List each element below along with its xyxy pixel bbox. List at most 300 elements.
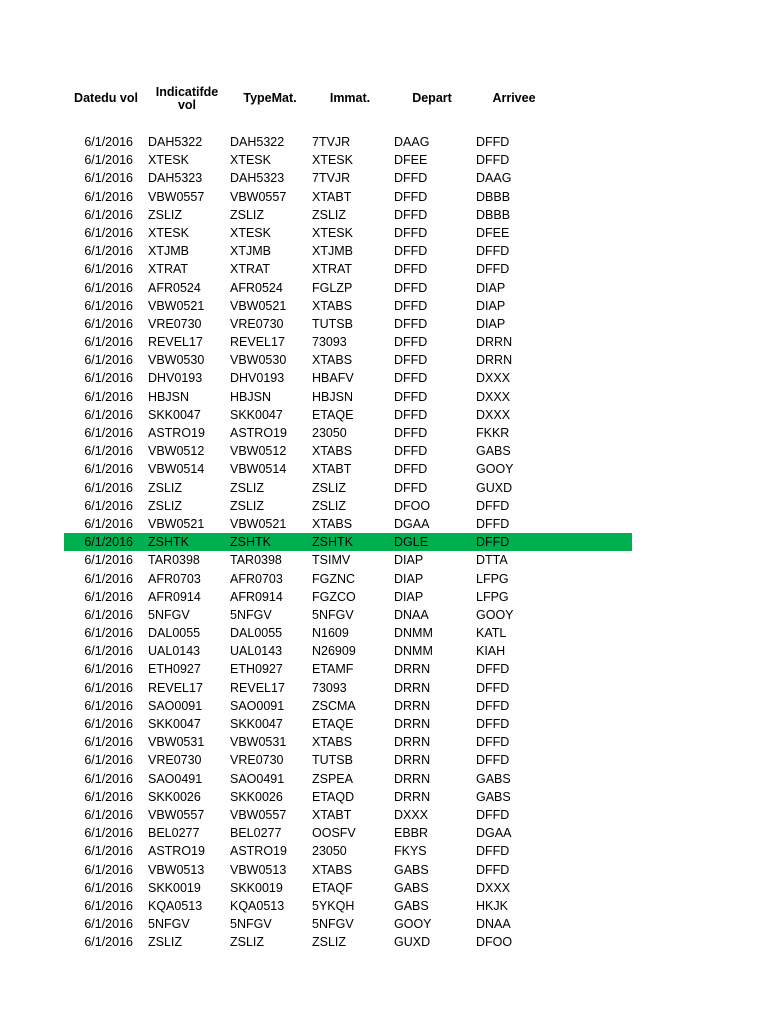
table-row[interactable] — [0, 406, 768, 424]
cell-date[interactable]: 6/1/2016 — [84, 807, 133, 822]
cell-depart[interactable]: DNMM — [394, 626, 433, 641]
cell-type[interactable]: ETH0927 — [230, 662, 283, 677]
cell-date[interactable]: 6/1/2016 — [84, 262, 133, 277]
cell-immat[interactable]: ZSCMA — [312, 698, 356, 713]
table-row[interactable] — [0, 879, 768, 897]
cell-depart[interactable]: GABS — [394, 898, 429, 913]
cell-arrivee[interactable]: GABS — [476, 771, 511, 786]
table-row[interactable] — [0, 133, 768, 151]
cell-type[interactable]: XTRAT — [230, 262, 271, 277]
cell-arrivee[interactable]: DFFD — [476, 153, 510, 168]
cell-type[interactable]: ZSLIZ — [230, 207, 265, 222]
cell-type[interactable]: VBW0557 — [230, 807, 287, 822]
cell-indicatif[interactable]: VBW0557 — [148, 807, 205, 822]
cell-date[interactable]: 6/1/2016 — [84, 298, 133, 313]
cell-depart[interactable]: DFFD — [394, 262, 428, 277]
table-row[interactable] — [0, 224, 768, 242]
cell-type[interactable]: HBJSN — [230, 389, 271, 404]
cell-immat[interactable]: XTABT — [312, 189, 352, 204]
cell-indicatif[interactable]: VBW0521 — [148, 516, 205, 531]
cell-date[interactable]: 6/1/2016 — [84, 589, 133, 604]
cell-arrivee[interactable]: DFFD — [476, 717, 510, 731]
cell-type[interactable]: XTJMB — [230, 244, 271, 259]
cell-type[interactable]: VRE0730 — [230, 316, 284, 331]
cell-arrivee[interactable]: DTTA — [476, 553, 508, 568]
cell-arrivee[interactable]: DFFD — [476, 662, 510, 677]
table-row[interactable] — [0, 915, 768, 933]
cell-depart[interactable]: DFFD — [394, 316, 428, 331]
table-row[interactable] — [0, 751, 768, 769]
cell-type[interactable]: VBW0521 — [230, 298, 287, 313]
table-row[interactable] — [64, 533, 632, 551]
cell-arrivee[interactable]: DXXX — [476, 880, 511, 895]
cell-date[interactable]: 6/1/2016 — [84, 917, 133, 932]
cell-indicatif[interactable]: VBW0521 — [148, 298, 205, 313]
cell-immat[interactable]: XTABS — [312, 353, 353, 368]
cell-indicatif[interactable]: SKK0047 — [148, 407, 201, 422]
cell-date[interactable]: 6/1/2016 — [84, 535, 133, 550]
cell-date[interactable]: 6/1/2016 — [84, 698, 133, 713]
cell-arrivee[interactable]: DFFD — [476, 262, 510, 277]
cell-type[interactable]: AFR0703 — [230, 571, 283, 586]
cell-arrivee[interactable]: GABS — [476, 789, 511, 804]
cell-immat[interactable]: ZSLIZ — [312, 207, 347, 222]
cell-depart[interactable]: DFFD — [394, 371, 428, 386]
cell-type[interactable]: XTESK — [230, 225, 271, 240]
cell-type[interactable]: DAL0055 — [230, 626, 283, 641]
cell-indicatif[interactable]: XTESK — [148, 225, 189, 240]
cell-type[interactable]: DHV0193 — [230, 371, 285, 386]
cell-immat[interactable]: 7TVJR — [312, 171, 351, 186]
cell-depart[interactable]: DFFD — [394, 462, 428, 477]
cell-immat[interactable]: FGZCO — [312, 589, 356, 604]
cell-depart[interactable]: DFFD — [394, 189, 428, 204]
table-row[interactable] — [0, 260, 768, 278]
cell-depart[interactable]: DRRN — [394, 680, 431, 695]
table-row[interactable] — [0, 388, 768, 406]
cell-date[interactable]: 6/1/2016 — [84, 626, 133, 641]
cell-type[interactable]: 5NFGV — [230, 607, 272, 622]
cell-date[interactable]: 6/1/2016 — [84, 426, 133, 440]
cell-type[interactable]: XTESK — [230, 153, 271, 168]
cell-date[interactable]: 6/1/2016 — [84, 462, 133, 477]
cell-indicatif[interactable]: VRE0730 — [148, 316, 202, 331]
cell-depart[interactable]: DXXX — [394, 807, 429, 822]
cell-immat[interactable]: ZSLIZ — [312, 480, 347, 495]
cell-immat[interactable]: N26909 — [312, 644, 356, 659]
cell-type[interactable]: SKK0047 — [230, 407, 283, 422]
cell-type[interactable]: KQA0513 — [230, 898, 285, 913]
cell-arrivee[interactable]: DFOO — [476, 935, 513, 950]
cell-immat[interactable]: 7TVJR — [312, 135, 351, 149]
cell-depart[interactable]: DFEE — [394, 153, 428, 168]
cell-arrivee[interactable]: DIAP — [476, 298, 506, 313]
cell-date[interactable]: 6/1/2016 — [84, 335, 133, 350]
cell-arrivee[interactable]: GOOY — [476, 607, 514, 622]
cell-immat[interactable]: ZSPEA — [312, 771, 353, 786]
cell-immat[interactable]: HBAFV — [312, 371, 354, 386]
cell-immat[interactable]: XTABT — [312, 462, 352, 477]
cell-type[interactable]: ZSLIZ — [230, 498, 265, 513]
cell-type[interactable]: SKK0019 — [230, 880, 283, 895]
cell-immat[interactable]: 73093 — [312, 335, 347, 350]
cell-depart[interactable]: DRRN — [394, 753, 431, 768]
cell-indicatif[interactable]: DHV0193 — [148, 371, 203, 386]
cell-indicatif[interactable]: VBW0513 — [148, 862, 205, 877]
cell-date[interactable]: 6/1/2016 — [84, 644, 133, 659]
cell-depart[interactable]: DRRN — [394, 698, 431, 713]
cell-type[interactable]: VBW0530 — [230, 353, 287, 368]
cell-type[interactable]: VBW0531 — [230, 735, 287, 750]
table-row[interactable] — [0, 442, 768, 460]
table-row[interactable] — [0, 151, 768, 169]
cell-immat[interactable]: ETAMF — [312, 662, 354, 677]
cell-date[interactable]: 6/1/2016 — [84, 171, 133, 186]
cell-type[interactable]: AFR0524 — [230, 280, 283, 295]
cell-indicatif[interactable]: AFR0914 — [148, 589, 201, 604]
cell-depart[interactable]: DFFD — [394, 280, 428, 295]
cell-arrivee[interactable]: DFFD — [476, 498, 510, 513]
cell-date[interactable]: 6/1/2016 — [84, 680, 133, 695]
cell-date[interactable]: 6/1/2016 — [84, 516, 133, 531]
cell-immat[interactable]: ZSLIZ — [312, 498, 347, 513]
cell-arrivee[interactable]: DIAP — [476, 280, 506, 295]
cell-immat[interactable]: XTABS — [312, 444, 353, 459]
cell-immat[interactable]: XTABS — [312, 862, 353, 877]
cell-indicatif[interactable]: VBW0557 — [148, 189, 205, 204]
cell-date[interactable]: 6/1/2016 — [84, 571, 133, 586]
cell-arrivee[interactable]: DXXX — [476, 389, 511, 404]
cell-depart[interactable]: GUXD — [394, 935, 431, 950]
table-row[interactable] — [0, 460, 768, 478]
cell-arrivee[interactable]: DFFD — [476, 680, 510, 695]
cell-indicatif[interactable]: SKK0047 — [148, 717, 201, 731]
header-type[interactable]: TypeMat. — [243, 91, 297, 105]
cell-depart[interactable]: DFFD — [394, 353, 428, 368]
cell-indicatif[interactable]: SAO0491 — [148, 771, 203, 786]
cell-arrivee[interactable]: GUXD — [476, 480, 513, 495]
cell-depart[interactable]: DNAA — [394, 607, 429, 622]
cell-date[interactable]: 6/1/2016 — [84, 353, 133, 368]
cell-date[interactable]: 6/1/2016 — [84, 771, 133, 786]
cell-depart[interactable]: EBBR — [394, 826, 429, 841]
table-row[interactable] — [0, 770, 768, 788]
cell-arrivee[interactable]: DGAA — [476, 826, 512, 841]
cell-immat[interactable]: 5NFGV — [312, 917, 354, 932]
table-row[interactable] — [0, 242, 768, 260]
cell-arrivee[interactable]: DRRN — [476, 335, 513, 350]
cell-indicatif[interactable]: DAH5323 — [148, 171, 203, 186]
cell-immat[interactable]: XTABS — [312, 298, 353, 313]
cell-type[interactable]: ASTRO19 — [230, 426, 287, 440]
cell-date[interactable]: 6/1/2016 — [84, 826, 133, 841]
cell-immat[interactable]: 23050 — [312, 844, 347, 859]
table-row[interactable] — [0, 188, 768, 206]
cell-arrivee[interactable]: DBBB — [476, 207, 511, 222]
cell-date[interactable]: 6/1/2016 — [84, 898, 133, 913]
cell-arrivee[interactable]: FKKR — [476, 426, 510, 440]
cell-arrivee[interactable]: DNAA — [476, 917, 511, 932]
cell-indicatif[interactable]: ASTRO19 — [148, 426, 205, 440]
cell-type[interactable]: ASTRO19 — [230, 844, 287, 859]
cell-date[interactable]: 6/1/2016 — [84, 553, 133, 568]
table-row[interactable] — [0, 479, 768, 497]
cell-type[interactable]: REVEL17 — [230, 680, 285, 695]
cell-date[interactable]: 6/1/2016 — [84, 444, 133, 459]
cell-depart[interactable]: DRRN — [394, 662, 431, 677]
header-arrivee[interactable]: Arrivee — [492, 91, 536, 105]
cell-date[interactable]: 6/1/2016 — [84, 735, 133, 750]
cell-depart[interactable]: DFFD — [394, 407, 428, 422]
table-row[interactable] — [0, 897, 768, 915]
header-depart[interactable]: Depart — [412, 91, 452, 105]
cell-arrivee[interactable]: DFFD — [476, 862, 510, 877]
cell-arrivee[interactable]: DXXX — [476, 371, 511, 386]
cell-arrivee[interactable]: DFFD — [476, 735, 510, 750]
cell-arrivee[interactable]: KIAH — [476, 644, 506, 659]
cell-type[interactable]: ZSHTK — [230, 535, 271, 550]
cell-type[interactable]: VBW0557 — [230, 189, 287, 204]
cell-indicatif[interactable]: 5NFGV — [148, 607, 190, 622]
cell-indicatif[interactable]: REVEL17 — [148, 680, 203, 695]
table-row[interactable] — [0, 279, 768, 297]
cell-indicatif[interactable]: ZSHTK — [148, 535, 189, 550]
cell-immat[interactable]: ZSHTK — [312, 535, 353, 550]
cell-indicatif[interactable]: AFR0524 — [148, 280, 201, 295]
table-row[interactable] — [0, 788, 768, 806]
cell-type[interactable]: REVEL17 — [230, 335, 285, 350]
cell-indicatif[interactable]: ASTRO19 — [148, 844, 205, 859]
table-row[interactable] — [0, 551, 768, 569]
cell-indicatif[interactable]: SKK0026 — [148, 789, 201, 804]
cell-indicatif[interactable]: REVEL17 — [148, 335, 203, 350]
cell-depart[interactable]: DNMM — [394, 644, 433, 659]
cell-arrivee[interactable]: DFFD — [476, 807, 510, 822]
cell-indicatif[interactable]: XTRAT — [148, 262, 189, 277]
table-row[interactable] — [0, 206, 768, 224]
cell-indicatif[interactable]: VBW0512 — [148, 444, 205, 459]
table-row[interactable] — [0, 606, 768, 624]
cell-indicatif[interactable]: ZSLIZ — [148, 207, 183, 222]
cell-date[interactable]: 6/1/2016 — [84, 316, 133, 331]
cell-depart[interactable]: DIAP — [394, 589, 424, 604]
header-date[interactable]: Datedu vol — [74, 91, 138, 105]
cell-indicatif[interactable]: DAH5322 — [148, 135, 203, 149]
cell-immat[interactable]: ETAQE — [312, 407, 354, 422]
cell-indicatif[interactable]: VRE0730 — [148, 753, 202, 768]
cell-indicatif[interactable]: UAL0143 — [148, 644, 201, 659]
cell-depart[interactable]: DGLE — [394, 535, 429, 550]
cell-arrivee[interactable]: DBBB — [476, 189, 511, 204]
cell-type[interactable]: ZSLIZ — [230, 480, 265, 495]
table-row[interactable] — [0, 642, 768, 660]
cell-depart[interactable]: DFFD — [394, 480, 428, 495]
cell-date[interactable]: 6/1/2016 — [84, 753, 133, 768]
cell-type[interactable]: VBW0512 — [230, 444, 287, 459]
cell-date[interactable]: 6/1/2016 — [84, 280, 133, 295]
table-row[interactable] — [0, 333, 768, 351]
cell-depart[interactable]: DFOO — [394, 498, 431, 513]
cell-indicatif[interactable]: XTJMB — [148, 244, 189, 259]
cell-date[interactable]: 6/1/2016 — [84, 189, 133, 204]
cell-indicatif[interactable]: 5NFGV — [148, 917, 190, 932]
cell-immat[interactable]: 73093 — [312, 680, 347, 695]
cell-depart[interactable]: FKYS — [394, 844, 427, 859]
cell-arrivee[interactable]: DFFD — [476, 698, 510, 713]
cell-depart[interactable]: DFFD — [394, 444, 428, 459]
table-row[interactable] — [0, 733, 768, 751]
cell-immat[interactable]: FGZNC — [312, 571, 356, 586]
cell-type[interactable]: SKK0047 — [230, 717, 283, 731]
cell-arrivee[interactable]: DFFD — [476, 244, 510, 259]
cell-depart[interactable]: DIAP — [394, 553, 424, 568]
cell-type[interactable]: UAL0143 — [230, 644, 283, 659]
cell-depart[interactable]: GABS — [394, 862, 429, 877]
table-row[interactable] — [0, 715, 768, 733]
cell-immat[interactable]: XTESK — [312, 153, 353, 168]
cell-depart[interactable]: DFFD — [394, 207, 428, 222]
cell-type[interactable]: DAH5322 — [230, 135, 285, 149]
cell-immat[interactable]: ETAQF — [312, 880, 353, 895]
cell-date[interactable]: 6/1/2016 — [84, 607, 133, 622]
cell-arrivee[interactable]: DRRN — [476, 353, 513, 368]
cell-immat[interactable]: TSIMV — [312, 553, 351, 568]
cell-depart[interactable]: DFFD — [394, 389, 428, 404]
header-indicatif[interactable] — [148, 86, 226, 112]
cell-immat[interactable]: TUTSB — [312, 753, 353, 768]
cell-depart[interactable]: DRRN — [394, 717, 431, 731]
cell-arrivee[interactable]: LFPG — [476, 571, 509, 586]
cell-arrivee[interactable]: GOOY — [476, 462, 514, 477]
cell-depart[interactable]: DFFD — [394, 298, 428, 313]
cell-type[interactable]: VBW0514 — [230, 462, 287, 477]
cell-date[interactable]: 6/1/2016 — [84, 371, 133, 386]
cell-depart[interactable]: GOOY — [394, 917, 432, 932]
cell-type[interactable]: ZSLIZ — [230, 935, 265, 950]
cell-type[interactable]: SKK0026 — [230, 789, 283, 804]
table-row[interactable] — [0, 297, 768, 315]
cell-arrivee[interactable]: DFFD — [476, 753, 510, 768]
table-row[interactable] — [0, 861, 768, 879]
cell-depart[interactable]: DFFD — [394, 335, 428, 350]
table-row[interactable] — [0, 497, 768, 515]
cell-date[interactable]: 6/1/2016 — [84, 225, 133, 240]
cell-date[interactable]: 6/1/2016 — [84, 407, 133, 422]
cell-immat[interactable]: ETAQD — [312, 789, 355, 804]
table-row[interactable] — [0, 660, 768, 678]
cell-depart[interactable]: DRRN — [394, 771, 431, 786]
table-row[interactable] — [0, 515, 768, 533]
table-row[interactable] — [0, 169, 768, 187]
table-row[interactable] — [0, 806, 768, 824]
cell-arrivee[interactable]: DFFD — [476, 535, 510, 550]
cell-date[interactable]: 6/1/2016 — [84, 389, 133, 404]
table-row[interactable] — [0, 624, 768, 642]
table-row[interactable] — [0, 424, 768, 442]
cell-indicatif[interactable]: ZSLIZ — [148, 935, 183, 950]
cell-type[interactable]: DAH5323 — [230, 171, 285, 186]
cell-date[interactable]: 6/1/2016 — [84, 862, 133, 877]
cell-arrivee[interactable]: KATL — [476, 626, 507, 641]
table-row[interactable] — [0, 588, 768, 606]
cell-immat[interactable]: TUTSB — [312, 316, 353, 331]
cell-indicatif[interactable]: HBJSN — [148, 389, 189, 404]
cell-date[interactable]: 6/1/2016 — [84, 135, 133, 149]
cell-immat[interactable]: XTESK — [312, 225, 353, 240]
cell-arrivee[interactable]: DFFD — [476, 135, 510, 149]
cell-date[interactable]: 6/1/2016 — [84, 935, 133, 950]
cell-arrivee[interactable]: DXXX — [476, 407, 511, 422]
cell-immat[interactable]: 5YKQH — [312, 898, 355, 913]
cell-date[interactable]: 6/1/2016 — [84, 498, 133, 513]
cell-arrivee[interactable]: DFFD — [476, 844, 510, 859]
cell-type[interactable]: VRE0730 — [230, 753, 284, 768]
table-row[interactable] — [0, 570, 768, 588]
cell-indicatif[interactable]: ZSLIZ — [148, 498, 183, 513]
cell-arrivee[interactable]: LFPG — [476, 589, 509, 604]
cell-arrivee[interactable]: DAAG — [476, 171, 512, 186]
cell-arrivee[interactable]: HKJK — [476, 898, 508, 913]
table-row[interactable] — [0, 933, 768, 951]
cell-indicatif[interactable]: SAO0091 — [148, 698, 203, 713]
cell-type[interactable]: SAO0491 — [230, 771, 285, 786]
table-row[interactable] — [0, 351, 768, 369]
cell-arrivee[interactable]: DFEE — [476, 225, 510, 240]
table-row[interactable] — [0, 697, 768, 715]
cell-immat[interactable]: N1609 — [312, 626, 349, 641]
table-row[interactable] — [0, 842, 768, 860]
cell-depart[interactable]: DRRN — [394, 789, 431, 804]
cell-type[interactable]: VBW0513 — [230, 862, 287, 877]
cell-depart[interactable]: DRRN — [394, 735, 431, 750]
cell-indicatif[interactable]: BEL0277 — [148, 826, 200, 841]
table-row[interactable] — [0, 824, 768, 842]
cell-immat[interactable]: XTABS — [312, 516, 353, 531]
cell-date[interactable]: 6/1/2016 — [84, 717, 133, 731]
cell-date[interactable]: 6/1/2016 — [84, 662, 133, 677]
cell-immat[interactable]: XTRAT — [312, 262, 353, 277]
cell-date[interactable]: 6/1/2016 — [84, 880, 133, 895]
cell-arrivee[interactable]: GABS — [476, 444, 511, 459]
cell-indicatif[interactable]: XTESK — [148, 153, 189, 168]
cell-date[interactable]: 6/1/2016 — [84, 789, 133, 804]
cell-depart[interactable]: DFFD — [394, 426, 428, 440]
cell-date[interactable]: 6/1/2016 — [84, 244, 133, 259]
cell-depart[interactable]: DFFD — [394, 225, 428, 240]
cell-immat[interactable]: ETAQE — [312, 717, 354, 731]
cell-indicatif[interactable]: ZSLIZ — [148, 480, 183, 495]
cell-type[interactable]: VBW0521 — [230, 516, 287, 531]
cell-arrivee[interactable]: DFFD — [476, 516, 510, 531]
cell-indicatif[interactable]: KQA0513 — [148, 898, 203, 913]
cell-indicatif[interactable]: VBW0514 — [148, 462, 205, 477]
table-row[interactable] — [0, 315, 768, 333]
cell-depart[interactable]: DFFD — [394, 244, 428, 259]
table-row[interactable] — [0, 369, 768, 387]
cell-immat[interactable]: OOSFV — [312, 826, 356, 841]
cell-type[interactable]: BEL0277 — [230, 826, 282, 841]
cell-depart[interactable]: DIAP — [394, 571, 424, 586]
cell-immat[interactable]: XTABT — [312, 807, 352, 822]
cell-date[interactable]: 6/1/2016 — [84, 480, 133, 495]
table-row[interactable] — [0, 679, 768, 697]
cell-date[interactable]: 6/1/2016 — [84, 153, 133, 168]
cell-indicatif[interactable]: AFR0703 — [148, 571, 201, 586]
cell-type[interactable]: SAO0091 — [230, 698, 285, 713]
cell-indicatif[interactable]: SKK0019 — [148, 880, 201, 895]
cell-depart[interactable]: DFFD — [394, 171, 428, 186]
cell-type[interactable]: 5NFGV — [230, 917, 272, 932]
